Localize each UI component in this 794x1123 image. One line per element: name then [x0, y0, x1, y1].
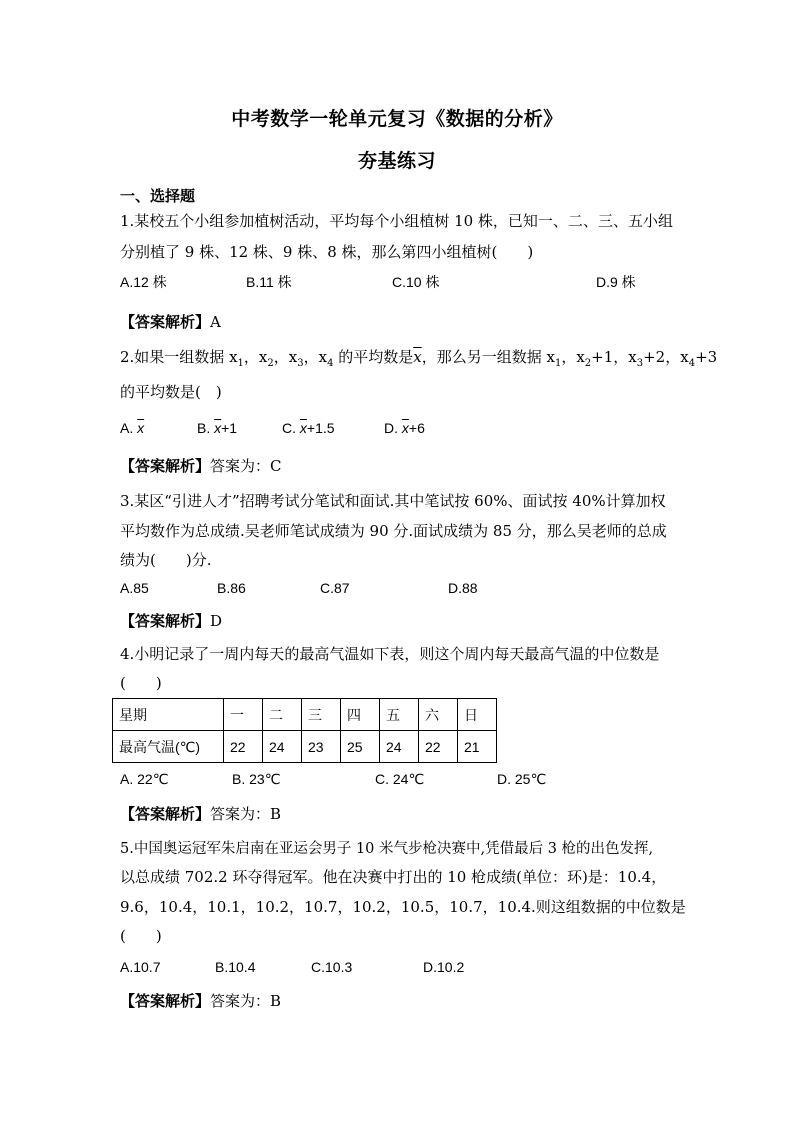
subscript: 1 [554, 358, 562, 369]
subscript: 4 [688, 358, 696, 369]
option-suffix: +1.5 [306, 420, 335, 436]
q3-option-d: D.88 [448, 580, 478, 596]
table-header-cell: 最高气温(℃) [113, 731, 224, 763]
q5-text-line-2: 以总成绩 702.2 环夺得冠军。他在决赛中打出的 10 枪成绩(单位：环)是：10.4， [120, 868, 667, 886]
q2-answer [120, 455, 282, 476]
q4-option-d: D. 25℃ [497, 771, 547, 787]
table-cell: 三 [302, 699, 341, 731]
q5-option-b: B.10.4 [215, 959, 256, 975]
q2-text-part: ，x [243, 348, 268, 366]
table-row [113, 731, 497, 763]
q4-option-a: A. 22℃ [120, 771, 169, 787]
subscript: 3 [297, 358, 304, 369]
answer-label: 【答案解析】 [120, 457, 211, 475]
q3-answer [120, 610, 222, 631]
option-suffix: +1 [221, 420, 238, 436]
q4-text-line-1: 4.小明记录了一周内每天的最高气温如下表，则这个周内每天最高气温的中位数是 [120, 645, 660, 663]
q2-option-c [282, 420, 335, 436]
option-letter: A. [120, 420, 138, 436]
q2-text-part: +1，x [591, 348, 637, 366]
q1-option-d: D.9 株 [596, 274, 636, 290]
table-row [113, 699, 497, 731]
q2-text-part: ，x [303, 348, 328, 366]
x-bar-symbol: $\overline{x}$ [299, 420, 307, 436]
table-cell: 六 [419, 699, 458, 731]
q5-text-line-1: 5.中国奥运冠军朱启南在亚运会男子 10 米气步枪决赛中,凭借最后 3 枪的出色发挥, [120, 841, 654, 857]
q2-text-line-1 [120, 346, 717, 369]
option-letter: B. [197, 420, 215, 436]
q4-option-c: C. 24℃ [375, 771, 425, 787]
q2-text-part: +3 [695, 348, 718, 366]
q5-text-line-3: 9.6，10.4，10.1，10.2，10.7，10.2，10.5，10.7，10.4.则这组数据的中位数是 [120, 898, 686, 916]
q3-option-c: C.87 [320, 580, 350, 596]
x-bar-symbol: $\overline{x}$ [401, 420, 409, 436]
q5-answer [120, 990, 281, 1011]
table-cell: 四 [341, 699, 380, 731]
q2-text-part: ，x [561, 348, 585, 366]
q5-text-line-4: ( ) [120, 927, 162, 945]
table-cell: 23 [302, 731, 341, 763]
answer-label: 【答案解析】 [120, 805, 211, 823]
q1-option-c: C.10 株 [392, 274, 440, 290]
temperature-table [112, 698, 497, 763]
x-bar-symbol: $\overline{x}$ [413, 348, 422, 366]
table-cell: 五 [380, 699, 419, 731]
q4-text-line-2: ( ) [120, 674, 162, 692]
answer-label: 【答案解析】 [120, 992, 211, 1010]
q2-answer-value: 答案为：C [210, 457, 282, 475]
q2-text-line-2: 的平均数是( ) [120, 383, 222, 401]
answer-label: 【答案解析】 [120, 313, 211, 331]
q5-option-c: C.10.3 [311, 959, 353, 975]
table-header-cell: 星期 [113, 699, 224, 731]
answer-label: 【答案解析】 [120, 612, 211, 630]
table-cell: 24 [380, 731, 419, 763]
q5-answer-value: 答案为：B [210, 992, 282, 1010]
table-cell: 24 [263, 731, 302, 763]
x-bar-symbol: $\overline{x}$ [137, 420, 145, 436]
q3-text-line-2: 平均数作为总成绩.吴老师笔试成绩为 90 分.面试成绩为 85 分，那么吴老师的总成 [120, 522, 667, 540]
subscript: 2 [584, 358, 592, 369]
section-heading: 一、选择题 [120, 187, 196, 205]
q1-answer-value: A [210, 313, 221, 331]
q2-text-part: ，x [273, 348, 298, 366]
q5-option-a: A.10.7 [120, 959, 161, 975]
q3-text-line-1: 3.某区“引进人才”招聘考试分笔试和面试.其中笔试按 60%、面试按 40%计算加权 [120, 492, 666, 510]
q3-option-b: B.86 [217, 580, 246, 596]
q1-option-a: A.12 株 [120, 274, 167, 290]
q2-text-part: 的平均数是 [333, 348, 414, 366]
table-cell: 22 [419, 731, 458, 763]
q2-text-part: ，那么另一组数据 x [421, 348, 555, 366]
subscript: 4 [327, 358, 334, 369]
q1-text-line-1: 1.某校五个小组参加植树活动，平均每个小组植树 10 株，已知一、二、三、五小组 [120, 212, 673, 230]
q2-option-d [384, 420, 425, 436]
q3-answer-value: D [210, 612, 223, 630]
subscript: 3 [636, 358, 644, 369]
table-cell: 25 [341, 731, 380, 763]
option-suffix: +6 [408, 420, 425, 436]
table-cell: 日 [458, 699, 497, 731]
document-title: 中考数学一轮单元复习《数据的分析》 [231, 108, 563, 130]
q4-option-b: B. 23℃ [232, 771, 281, 787]
q3-text-line-3: 绩为( )分. [120, 551, 212, 569]
q5-option-d: D.10.2 [423, 959, 465, 975]
q4-answer-value: 答案为：B [210, 805, 282, 823]
q1-answer [120, 311, 221, 332]
x-bar-symbol: $\overline{x}$ [214, 420, 222, 436]
option-letter: C. [282, 420, 300, 436]
document-subtitle: 夯基练习 [357, 150, 436, 172]
q2-option-a [120, 420, 144, 436]
table-cell: 21 [458, 731, 497, 763]
option-letter: D. [384, 420, 402, 436]
table-cell: 22 [224, 731, 263, 763]
q2-text-part: +2，x [643, 348, 689, 366]
subscript: 2 [267, 358, 274, 369]
q1-text-line-2: 分别植了 9 株、12 株、9 株、8 株，那么第四小组植树( ) [120, 243, 534, 261]
table-cell: 二 [263, 699, 302, 731]
q4-answer [120, 803, 281, 824]
table-cell: 一 [224, 699, 263, 731]
q2-option-b [197, 420, 237, 436]
subscript: 1 [237, 358, 244, 369]
q2-text-part: 2.如果一组数据 x [120, 348, 238, 366]
q1-option-b: B.11 株 [246, 274, 292, 290]
q3-option-a: A.85 [120, 580, 149, 596]
